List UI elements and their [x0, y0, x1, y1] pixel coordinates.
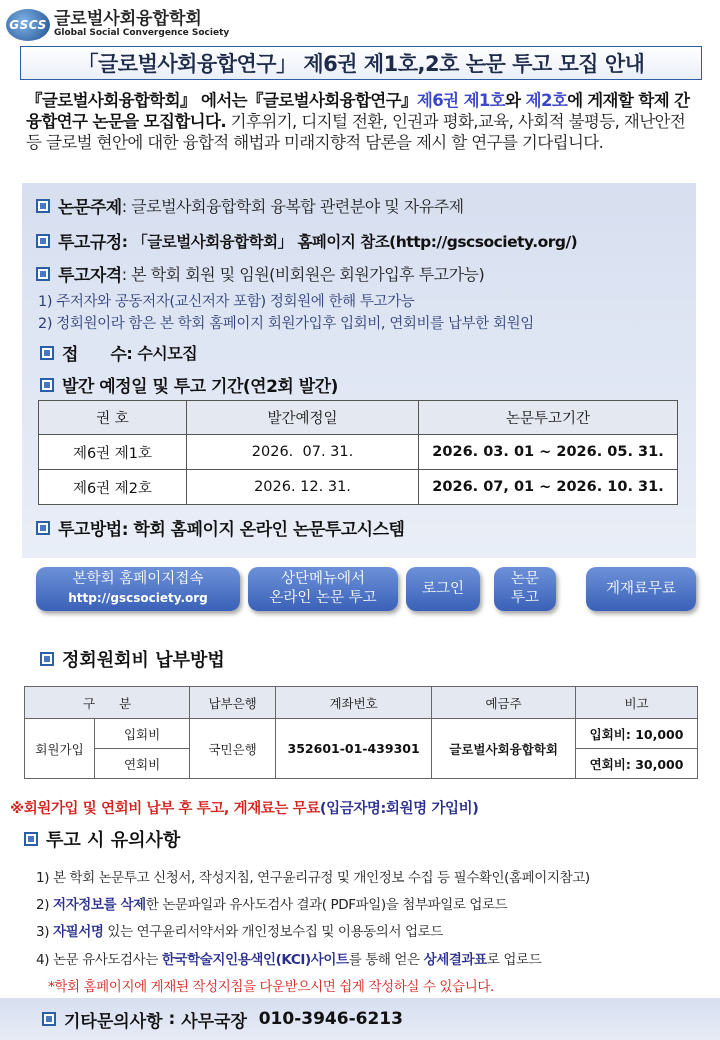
fee-header-holder: 예금주: [432, 687, 576, 719]
qualification-sub-2: 2) 정회원이라 함은 본 학회 홈페이지 회원가입후 입회비, 연회비를 납부한 회원임: [38, 316, 534, 332]
caution-item-4-kci: 한국학술지인용색인(KCI)사이트: [161, 952, 349, 968]
submit-step-label-1: 논문: [510, 571, 539, 587]
topic-value: : 글로벌사회융합학회 융복합 관련분야 및 자유주제: [121, 197, 464, 216]
contact-separator: :: [162, 1009, 182, 1029]
rule-value[interactable]: : 「글로벌사회융합학회」 홈페이지 참조(http://gscsociety.org/): [121, 232, 578, 251]
caution-title: 투고 시 유의사항: [46, 830, 181, 851]
homepage-url[interactable]: http://gscsociety.org: [68, 591, 208, 605]
fee-account-holder: 글로벌사회융합학회: [432, 719, 576, 779]
rule-label: 투고규정: [58, 233, 122, 253]
caution-item-4-result: 상세결과표: [423, 952, 487, 968]
contact-title: 사무국장: [181, 1011, 247, 1032]
bullet-square-icon: [40, 378, 54, 392]
caution-item-4: [36, 948, 541, 968]
fee-type-entry: 입회비: [95, 719, 190, 749]
bullet-square-icon: [40, 652, 54, 666]
caution-item-3: [36, 920, 443, 940]
schedule-row: [40, 372, 338, 397]
intro-issue-2: 제2호: [525, 91, 568, 110]
topic-row: [36, 193, 464, 218]
caution-item-2: [36, 893, 507, 913]
bullet-square-icon: [40, 346, 54, 360]
payment-notice-red: ※회원가입 및 연회비 납부 후 투고, 게재료는 무료: [10, 801, 320, 817]
top-menu-step-button[interactable]: [248, 567, 398, 611]
method-row: [36, 515, 404, 540]
fee-note-annual: 연회비: 30,000: [576, 749, 698, 779]
caution-item-1: 1) 본 학회 논문투고 신청서, 작성지침, 연구윤리규정 및 개인정보 수집 등 필수확인(홈페이지참고): [36, 870, 590, 886]
homepage-step-button[interactable]: [36, 567, 240, 611]
caution-item-2-highlight: 저자정보를 삭제: [52, 897, 146, 913]
bullet-square-icon: [24, 832, 38, 846]
submission-flow: [22, 558, 696, 620]
submit-step-button[interactable]: [494, 567, 556, 611]
rule-row: [36, 228, 577, 253]
login-step-button[interactable]: [406, 567, 480, 611]
fee-header-bank: 납부은행: [190, 687, 276, 719]
caution-item-4-post: 로 업로드: [486, 952, 542, 968]
bullet-square-icon: [42, 1012, 56, 1026]
schedule-header-period: 논문투고기간: [419, 401, 678, 435]
qualification-value: : 본 학회 회원 및 임원(비회원은 회원가입후 투고가능): [121, 265, 485, 284]
table-row: [25, 719, 698, 749]
bullet-square-icon: [36, 267, 50, 281]
fee-note-entry: 입회비: 10,000: [576, 719, 698, 749]
fee-header-note: 비고: [576, 687, 698, 719]
fee-account-number: 352601-01-439301: [276, 719, 432, 779]
caution-item-2-num: 2): [36, 897, 53, 913]
top-menu-step-label-2: 온라인 논문 투고: [269, 590, 377, 606]
logo-english-name: Global Social Convergence Society: [54, 28, 230, 39]
fee-bank: 국민은행: [190, 719, 276, 779]
bullet-square-icon: [36, 199, 50, 213]
fee-table: [24, 686, 698, 779]
intro-text-5: 기후위기, 디지털 전환, 인권과 평화,교육, 사회적 불평등, 재난안전 등 글로벌 현안에 대한 융합적 해법과 미래지향적 담론을 제시 할 연구를 기다립니다.: [26, 112, 686, 152]
intro-text-3: 에: [567, 91, 583, 110]
fee-category: 회원가입: [25, 719, 95, 779]
schedule-period: 2026. 03. 01 ~ 2026. 05. 31.: [419, 435, 678, 470]
logo-korean-name: 글로벌사회융합학회: [54, 9, 202, 30]
submission-info-panel: [22, 183, 696, 558]
caution-item-2-text: 한 논문파일과 유사도검사 결과( PDF파일)을 첨부파일로 업로드: [145, 897, 508, 913]
qualification-label: 투고자격: [58, 266, 122, 286]
reception-row: [40, 340, 197, 365]
table-row: [39, 470, 678, 505]
method-value: : 학회 홈페이지 온라인 논문투고시스템: [121, 520, 405, 540]
caution-item-4-pre: 4) 논문 유사도검사는: [36, 952, 162, 968]
topic-label: 논문주제: [58, 198, 122, 218]
schedule-pubdate: 2026. 12. 31.: [187, 470, 419, 505]
intro-society-name: 『글로벌사회융합학회』: [26, 91, 196, 110]
schedule-header-pubdate: 발간예정일: [187, 401, 419, 435]
fee-section-heading: [40, 646, 225, 672]
caution-guide-note: *학회 홈페이지에 게재된 작성지침을 다운받으시면 쉽게 작성하실 수 있습니다.: [48, 979, 494, 995]
schedule-label: 발간 예정일 및 투고 기간(연2회 발간): [62, 377, 338, 397]
caution-heading: [24, 826, 180, 852]
method-label: 투고방법: [58, 520, 122, 540]
payment-notice-depositor: (입금자명:회원명 가입비): [319, 801, 479, 817]
top-menu-step-label-1: 상단메뉴에서: [280, 571, 366, 587]
schedule-issue: 제6권 제1호: [39, 435, 187, 470]
free-fee-step-button[interactable]: [586, 567, 696, 611]
caution-item-3-text: 있는 연구윤리서약서와 개인정보수집 및 이용동의서 업로드: [103, 924, 443, 940]
reception-label: 접 수: [62, 345, 127, 365]
caution-item-3-highlight: 자필서명: [52, 924, 104, 940]
intro-paragraph: [26, 90, 696, 153]
schedule-period: 2026. 07, 01 ~ 2026. 10. 31.: [419, 470, 678, 505]
caution-item-3-num: 3): [36, 924, 53, 940]
intro-text-1: 에서는『글로벌사회융합연구』: [195, 91, 417, 110]
payment-notice: [10, 797, 478, 818]
bullet-square-icon: [36, 521, 50, 535]
fee-section-title: 정회원회비 납부방법: [62, 650, 225, 671]
table-row: [39, 435, 678, 470]
schedule-table: [38, 400, 678, 505]
schedule-pubdate: 2026. 07. 31.: [187, 435, 419, 470]
reception-value: : 수시모집: [126, 344, 198, 363]
intro-text-2: 와: [505, 91, 526, 110]
bullet-square-icon: [36, 234, 50, 248]
contact-footer: [0, 998, 720, 1040]
caution-item-4-mid: 를 통해 얻은: [348, 952, 424, 968]
free-fee-step-label: 게재료무료: [605, 580, 677, 597]
submit-step-label-2: 투고: [510, 590, 539, 606]
society-logo: [6, 6, 229, 44]
qualification-sub-1: 1) 주저자와 공동저자(교신저자 포함) 정회원에 한해 투고가능: [38, 294, 415, 310]
page-title-bar: [20, 46, 702, 80]
homepage-step-label: 본학회 홈페이지접속: [72, 571, 204, 587]
schedule-header-issue: 권 호: [39, 401, 187, 435]
logo-badge: GSCS: [6, 9, 50, 41]
schedule-issue: 제6권 제2호: [39, 470, 187, 505]
qualification-row: [36, 261, 484, 286]
contact-phone[interactable]: 010-3946-6213: [246, 1009, 403, 1029]
contact-label: 기타문의사항: [64, 1011, 163, 1032]
intro-issue-1: 제6권 제1호: [416, 91, 506, 110]
login-step-label: 로그인: [421, 580, 465, 597]
fee-type-annual: 연회비: [95, 749, 190, 779]
fee-header-account: 계좌번호: [276, 687, 432, 719]
intro-text-4: 게재할 학제 간 융합연구 논문을 모집합니다.: [26, 91, 690, 131]
fee-header-category: 구 분: [25, 687, 190, 719]
page-title: 「글로벌사회융합연구」 제6권 제1호,2호 논문 투고 모집 안내: [77, 52, 645, 76]
